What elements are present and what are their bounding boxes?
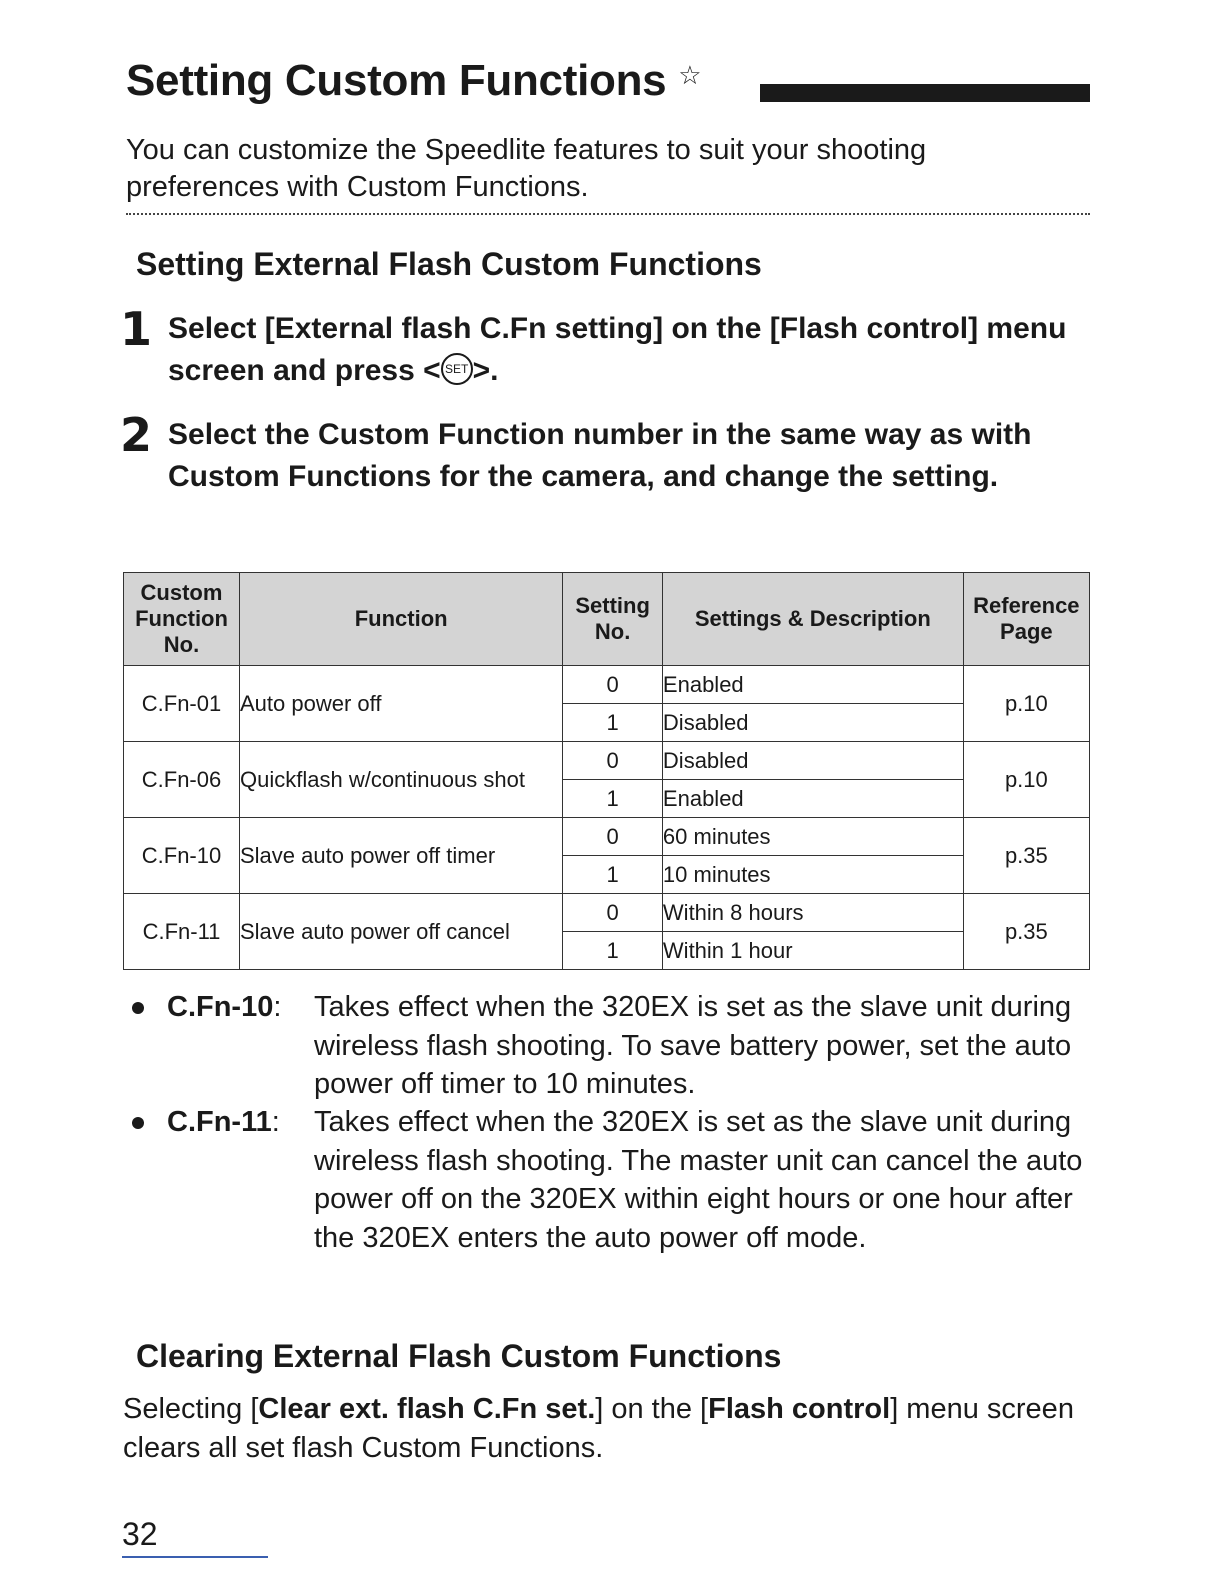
step-text: Select the Custom Function number in the same way as with Custom Functions for the camera, and change the setting. [168, 418, 1032, 493]
setting-number: 1 [563, 704, 663, 742]
setting-number: 0 [563, 666, 663, 704]
page-number-underline [122, 1556, 268, 1558]
note-text: Takes effect when the 320EX is set as the slave unit during wireless flash shooting. The master unit can cancel the auto power off on the 320EX within eight hours or one hour after the 320EX enters the auto power off mode. [314, 1106, 1083, 1254]
note-cfn-11 [132, 1103, 1092, 1297]
table-row [124, 666, 1090, 704]
cfn-number: C.Fn-01 [124, 666, 240, 742]
note-cfn-10 [132, 988, 1092, 1104]
setting-number: 0 [563, 894, 663, 932]
setting-description: 10 minutes [662, 856, 963, 894]
title-decorative-bar [760, 84, 1090, 102]
reference-page: p.35 [963, 894, 1089, 970]
header-settings-description: Settings & Description [662, 573, 963, 666]
cfn-number: C.Fn-10 [124, 818, 240, 894]
setting-description: Disabled [662, 704, 963, 742]
reference-page: p.10 [963, 742, 1089, 818]
bullet-icon [132, 1117, 144, 1129]
header-setting-no: Setting No. [563, 573, 663, 666]
setting-number: 1 [563, 856, 663, 894]
cfn-function: Quickflash w/continuous shot [240, 742, 563, 818]
table-row [124, 818, 1090, 856]
section-divider [126, 213, 1090, 215]
step-number: 1 [120, 302, 153, 356]
bullet-icon [132, 1002, 144, 1014]
step-2 [120, 408, 1080, 544]
cfn-number: C.Fn-11 [124, 894, 240, 970]
clearing-paragraph: Selecting [Clear ext. flash C.Fn set.] on the [Flash control] menu screen clears all set flash Custom Functions. [123, 1393, 1074, 1464]
header-reference-page: Reference Page [963, 573, 1089, 666]
note-label: C.Fn-11: [167, 1106, 280, 1138]
setting-number: 0 [563, 742, 663, 780]
header-custom-function-no: Custom Function No. [124, 573, 240, 666]
setting-description: 60 minutes [662, 818, 963, 856]
set-button-icon: SET [441, 353, 473, 385]
setting-number: 1 [563, 932, 663, 970]
step-1 [120, 302, 1080, 398]
cfn-function: Slave auto power off timer [240, 818, 563, 894]
page-number: 32 [122, 1516, 158, 1552]
reference-page: p.10 [963, 666, 1089, 742]
setting-description: Enabled [662, 666, 963, 704]
table-row [124, 894, 1090, 932]
custom-function-table [123, 572, 1090, 970]
setting-number: 0 [563, 818, 663, 856]
setting-description: Disabled [662, 742, 963, 780]
setting-description: Within 8 hours [662, 894, 963, 932]
table-header-row [124, 573, 1090, 666]
setting-description: Enabled [662, 780, 963, 818]
section-heading-clearing: Clearing External Flash Custom Functions [136, 1338, 782, 1374]
setting-number: 1 [563, 780, 663, 818]
reference-page: p.35 [963, 818, 1089, 894]
header-function: Function [240, 573, 563, 666]
star-icon: ☆ [678, 60, 702, 90]
intro-paragraph: You can customize the Speedlite features to suit your shooting preferences with Custom Functions. [126, 134, 927, 203]
cfn-number: C.Fn-06 [124, 742, 240, 818]
cfn-function: Slave auto power off cancel [240, 894, 563, 970]
note-label: C.Fn-10: [167, 991, 282, 1023]
page-title [126, 56, 701, 106]
cfn-function: Auto power off [240, 666, 563, 742]
step-number: 2 [120, 408, 153, 462]
step-text: Select [External flash C.Fn setting] on the [Flash control] menu screen and press < SET >. [168, 312, 1067, 387]
page-title-text: Setting Custom Functions [126, 56, 667, 105]
note-text: Takes effect when the 320EX is set as the slave unit during wireless flash shooting. To save battery power, set the auto power off timer to 10 minutes. [314, 991, 1072, 1100]
section-heading-setting: Setting External Flash Custom Functions [136, 246, 762, 282]
table-row [124, 742, 1090, 780]
setting-description: Within 1 hour [662, 932, 963, 970]
